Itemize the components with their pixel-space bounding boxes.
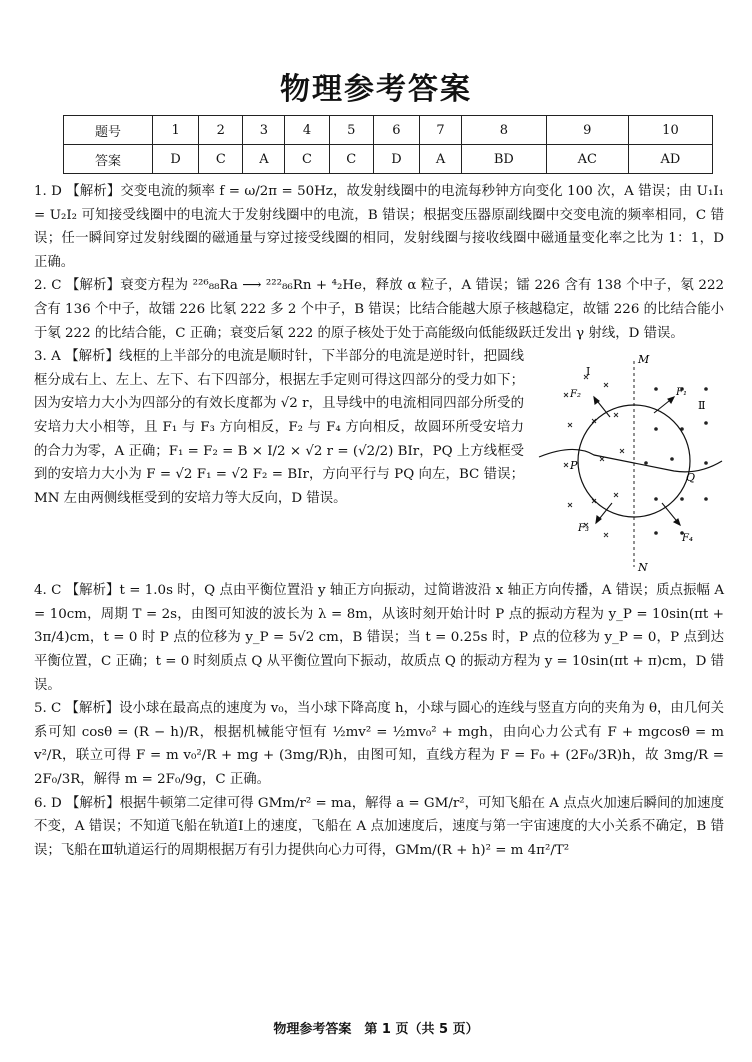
solution-text: 【解析】衰变方程为 ²²⁶₈₈Ra ⟶ ²²²₈₆Rn + ⁴₂He，释放 α 粒子，A 错误；镭 226 含有 138 个中子，氡 222 含有 136 个中子，故镭 226 比氡 222 多 2 个中子，B 错误；比结合能越大原子核越稳定，故镭 226 的比结合能小于氡 222 的比结合能，C 正确；衰变后氡 222 的原子核处于处于高能级向低能级跃迁发出 γ 射线，D 错误。 (34, 278, 724, 341)
table-cell: 5 (329, 116, 373, 145)
label-n: N (638, 561, 648, 574)
solution-6 (34, 792, 724, 863)
solution-text: 【解析】线框的上半部分的电流是顺时针，下半部分的电流是逆时针，把圆线框分成右上、左上、左下、右下四部分，根据左手定则可得这四部分的受力如下；因为安培力大小为四部分的有效长度都为 √2 r，且导线中的电流相同四部分所受的安培力大小相等，且 F₁ 与 F₃ 方向相反，F₂ 与 F₄ 方向相反，故圆环所受安培力的合力为零，A 正确；F₁ = F₂ = B × I/2 × √2 r = (√2/2) BIr，PQ 上方线框受到的安培力大小为 F = √2 F₁ = √2 F₂ = BIr，方向平行与 PQ 向左，BC 错误；MN 左由两侧线框受到的安培力等大反向，D 错误。 (34, 349, 525, 506)
solution-2 (34, 274, 724, 345)
table-cell: A (243, 145, 285, 174)
solution-label: 6. D (34, 795, 62, 811)
solution-label: 4. C (34, 583, 62, 599)
table-cell: 10 (628, 116, 712, 145)
label-f4: F₄ (682, 533, 693, 545)
label-f1: F₁ (676, 387, 687, 399)
solution-text: 【解析】设小球在最高点的速度为 v₀，当小球下降高度 h，小球与圆心的连线与竖直方向的夹角为 θ，由几何关系可知 cosθ = (R − h)/R，根据机械能守恒有 ½mv² = ½mv₀² + mgh，由向心力公式有 F + mgcosθ = m v²/R，联立可得 F = m v₀²/R + mg + (3mg/R)h，由图可知，直线方程为 F = F₀ + (2F₀/3R)h，故 3mg/R = 2F₀/3R，解得 m = 2F₀/9g，C 正确。 (34, 701, 724, 787)
solution-label: 1. D (34, 184, 62, 199)
label-f3: F₃ (578, 523, 589, 535)
solution-text: 【解析】交变电流的频率 f = ω/2π = 50Hz，故发射线圈中的电流每秒钟方向变化 100 次，A 错误；由 U₁I₁ = U₂I₂ 可知接受线圈中的电流大于发射线圈中的电流，B 错误；根据变压器原副线圈中交变电流的频率相同，C 错误；任一瞬间穿过发射线圈的磁通量与穿过接受线圈的相同，发射线圈与接收线圈中磁通量变化率之比为 1：1，D 正确。 (34, 184, 724, 270)
label-f2: F₂ (570, 389, 581, 401)
table-cell: D (373, 145, 419, 174)
solution-text: 【解析】t = 1.0s 时，Q 点由平衡位置沿 y 轴正方向振动，过简谐波沿 x 轴正方向传播，A 错误；质点振幅 A = 10cm，周期 T = 2s，由图可知波的波长为 λ = 8m，从该时刻开始计时 P 点的振动方程为 y_P = 10sin(πt + 3π/4)cm，t = 0 时 P 点的位移为 y_P = 5√2 cm，B 错误；当 t = 0.25s 时，P 点的位移为 y_P = 0，P 点到达平衡位置，C 正确；t = 0 时刻质点 Q 从平衡位置向下振动，故质点 Q 的振动方程为 y = 10sin(πt + π)cm，D 错误。 (34, 583, 724, 693)
solution-label: 3. A (34, 349, 61, 365)
label-region-1: Ⅰ (586, 365, 591, 379)
solution-1 (34, 180, 724, 274)
table-cell: BD (461, 145, 546, 174)
label-region-2: Ⅱ (698, 399, 706, 413)
table-cell: 7 (420, 116, 462, 145)
solution-4 (34, 579, 724, 697)
table-row-numbers (64, 116, 713, 145)
table-cell: C (199, 145, 243, 174)
magnetic-field-figure (534, 353, 724, 573)
table-cell: 6 (373, 116, 419, 145)
solution-label: 2. C (34, 278, 62, 294)
solutions-body (34, 180, 724, 862)
table-cell: AC (546, 145, 628, 174)
table-cell: 2 (199, 116, 243, 145)
answer-table (63, 115, 713, 174)
label-q: Q (686, 471, 696, 485)
label-m: M (638, 353, 650, 367)
solution-label: 5. C (34, 701, 62, 717)
table-cell: C (285, 145, 329, 174)
table-cell: A (420, 145, 462, 174)
table-cell: D (153, 145, 199, 174)
solution-3 (34, 345, 724, 574)
table-header-answer: 答案 (64, 145, 153, 174)
table-header-number: 题号 (64, 116, 153, 145)
table-row-answers (64, 145, 713, 174)
table-cell: 8 (461, 116, 546, 145)
table-cell: 9 (546, 116, 628, 145)
label-p: P (570, 459, 578, 473)
table-cell: 3 (243, 116, 285, 145)
page-title: 物理参考答案 (280, 72, 472, 107)
solution-5 (34, 697, 724, 791)
page-footer: 物理参考答案 第 1 页（共 5 页） (273, 1022, 479, 1037)
table-cell: AD (628, 145, 712, 174)
solution-text: 【解析】根据牛顿第二定律可得 GMm/r² = ma，解得 a = GM/r²，可知飞船在 A 点点火加速后瞬间的加速度不变，A 错误；不知道飞船在轨道Ⅰ上的速度，飞船在 A 点加速度后，速度与第一宇宙速度的大小关系不确定，B 错误；飞船在Ⅲ轨道运行的周期根据万有引力提供向心力可得，GMm/(R + h)² = m 4π²/T² (34, 795, 724, 858)
table-cell: 4 (285, 116, 329, 145)
pq-wire (539, 450, 722, 472)
table-cell: 1 (153, 116, 199, 145)
table-cell: C (329, 145, 373, 174)
